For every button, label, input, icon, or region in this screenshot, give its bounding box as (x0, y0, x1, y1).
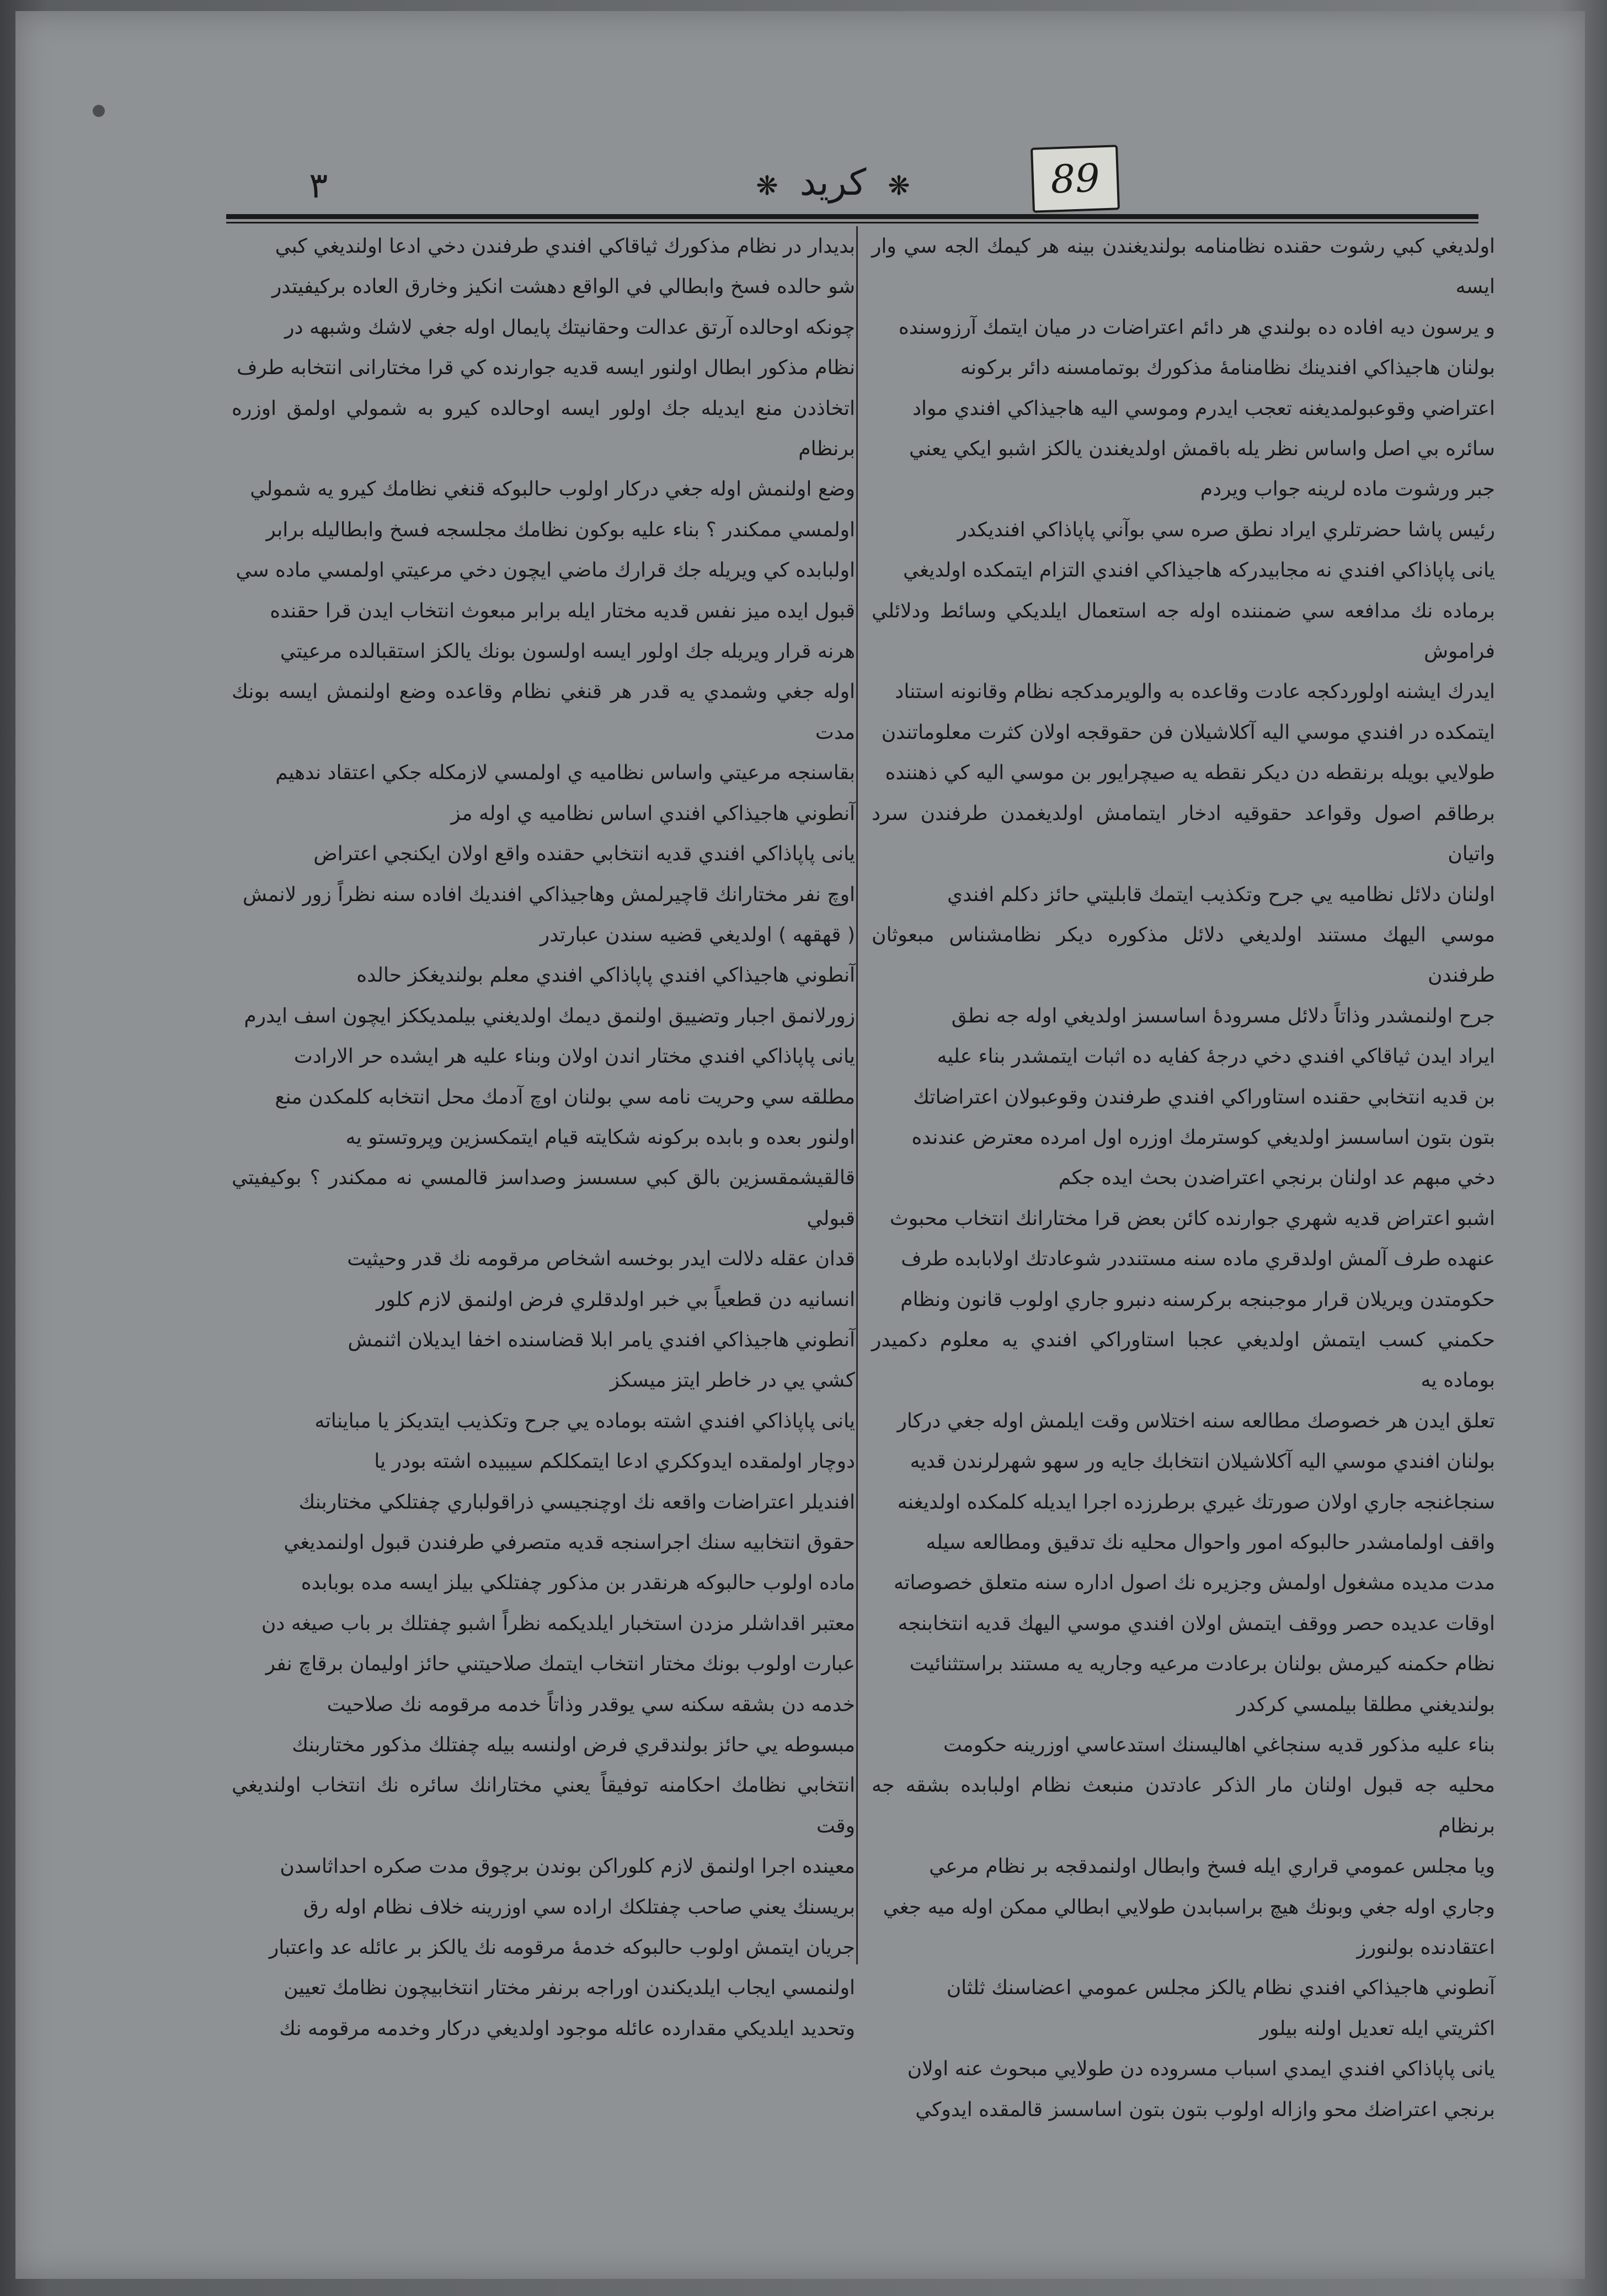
text-line: تعلق ايدن هر خصوصك مطالعه سنه اختلاس وقت ايلمش اوله جغي دركار (897, 1409, 1495, 1432)
header-rule (226, 214, 1478, 219)
text-line: يانی پاپاذاكي افندي مختار اندن اولان وبناء عليه هر ايشده حر الارادت (293, 1045, 855, 1068)
text-line: طولايي بويله برنقطه دن ديكر نقطه يه صيچرايور بن موسي اليه كي ذهننده (885, 761, 1495, 785)
text-line: آنطوني هاجيذاكي افندي يامر ابلا قضاسنده اخفا ايديلان اثنمش (348, 1328, 855, 1351)
text-line: وضع اولنمش اوله جغي دركار اولوب حالبوكه قنغي نظامك كيرو يه شمولي (250, 478, 855, 501)
text-line: بناء عليه مذكور قديه سنجاغي اهاليسنك استدعاسي اوزرينه حكومت (943, 1734, 1495, 1757)
text-line: ايدرك ايشنه اولوردكجه عادت وقاعده به والويرمدكجه نظام وقانونه استناد (895, 680, 1495, 704)
text-line: وتحديد ايلديكي مقدارده عائله موجود اولديغي دركار وخدمه مرقومه نك (279, 2017, 855, 2040)
text-line: بولنديغني مطلقا بيلمسي كركدر (1237, 1693, 1495, 1716)
text-line: برماده نك مدافعه سي ضمننده اوله جه استعمال ايلديكي وسائط ودلائلي فراموش (872, 599, 1495, 663)
text-line: جرح اولنمشدر وذاتاً دلائل مسرودهٔ اساسسز اولديغي اوله جه نطق (951, 1004, 1495, 1027)
text-line: برطاقم اصول وقواعد حقوقيه ادخار ايتمامش اولديغمدن طرفندن سرد واتيان (872, 802, 1495, 866)
masthead (695, 161, 971, 204)
text-line: بتون بتون اساسسز اولديغي كوسترمك اوزره اول امرده معترض عندنده (911, 1126, 1495, 1149)
text-line: قدان عقله دلالت ايدر بوخسه اشخاص مرقومه نك قدر وحيثيت (347, 1248, 855, 1271)
text-line: اولبابده كي ويريله جك قرارك ماضي ايچون دخي مرعيتي اولمسي ماده سي (236, 559, 855, 582)
masthead-title: كريد (799, 161, 867, 204)
text-line: اوله جغي وشمدي يه قدر هر قنغي نظام وقاعده وضع اولنمش ايسه بونك مدت (232, 680, 855, 744)
text-line: مدت مديده مشغول اولمش وجزيره نك اصول اداره سنه متعلق خصوصاته (894, 1571, 1495, 1595)
text-line: عنهده طرف آلمش اولدقري ماده سنه مستنددر شوعادتك اولابابده طرف (901, 1248, 1495, 1271)
text-line: آنطوني هاجيذاكي افندي اساس نظاميه ي اوله مز (451, 802, 855, 825)
text-line: كشي يي در خاطر ايتز ميسكز (610, 1369, 855, 1392)
ink-spot (93, 105, 105, 117)
text-line: معينده اجرا اولنمق لازم كلوراكن بوندن برچوق مدت صكره احداثاسدن (280, 1855, 855, 1878)
text-line: آنطوني هاجيذاكي افندي نظام يالكز مجلس عمومي اعضاسنك ثلثان (946, 1977, 1495, 2000)
text-line: اوقات عديده حصر ووقف ايتمش اولان افندي موسي اليهك قديه انتخابنجه (898, 1612, 1495, 1635)
text-line: عبارت اولوب بونك مختار انتخاب ايتمك صلاحيتني حائز اوليمان برقاچ نفر (265, 1653, 855, 1676)
text-line: اولنان دلائل نظاميه يي جرح وتكذيب ايتمك قابليتي حائز دكلم افندي (947, 883, 1495, 906)
text-line: هرنه قرار ويريله جك اولور ايسه اولسون بونك يالكز استقبالده مرعيتي (280, 640, 855, 663)
text-line: ماده اولوب حالبوكه هرنقدر بن مذكور چفتلكي بيلز ايسه مده بوبابده (301, 1571, 855, 1595)
text-line: اكثريتي ايله تعديل اولنه بيلور (1259, 2017, 1495, 2040)
text-line: قبول ايده ميز نفس قديه مختار ايله برابر مبعوث انتخاب ايدن قرا حقنده (270, 599, 855, 622)
text-line: برنجي اعتراضك محو وازاله اولوب بتون بتون اساسسز قالمقده ايدوكي (915, 2098, 1495, 2121)
text-line: رئيس پاشا حضرتلري ايراد نطق صره سي بوآني پاپاذاكي افنديكدر (957, 518, 1495, 541)
text-line: اولمسي ممكندر ؟ بناء عليه بوكون نظامك مجلسجه فسخ وابطاليله برابر (266, 518, 855, 541)
text-line: زورلانمق اجبار وتضييق اولنمق ديمك اولديغني بيلمديككز ايچون اسف ايدرم (244, 1004, 855, 1027)
text-line: جبر ورشوت ماده لرينه جواب ويردم (1200, 478, 1495, 501)
column-right (872, 226, 1495, 2121)
text-line: اشبو اعتراض قديه شهري جوارنده كائن بعض قرا مختارانك انتخاب محبوث (889, 1207, 1495, 1230)
text-line: بولنان افندي موسي اليه آكلاشيلان انتخابك جايه ور سهو شهرلرندن قديه (910, 1450, 1495, 1473)
text-line: بريسنك يعني صاحب چفتلكك اراده سي اوزرينه خلاف نظام اوله رق (303, 1895, 855, 1919)
text-line: محليه جه قبول اولنان مار الذكر عادتدن منبعث نظام اولبابده بشقه جه برنظام (872, 1774, 1495, 1837)
text-line: افنديلر اعتراضات واقعه نك اوچنجيسي ذراقولباري چفتلكي مختاربنك (298, 1490, 855, 1514)
text-line: ويا مجلس عمومي قراري ايله فسخ وابطال اولنمدقجه بر نظام مرعي (929, 1855, 1495, 1878)
text-line: حكومتدن ويريلان قرار موجبنجه بركرسنه دنبرو جاري اولوب قانون ونظام (900, 1288, 1495, 1311)
text-line: جريان ايتمش اولوب حالبوكه خدمهٔ مرقومه نك يالكز بر عائله عد واعتبار (269, 1936, 855, 1959)
text-line: معتبر اقداشلر مزدن استخبار ايلديكمه نظراً اشبو چفتلك بر باب صيغه دن (261, 1612, 855, 1635)
text-line: دوچار اولمقده ايدوككري ادعا ايتمكلكم سيبيده اشته بودر يا (374, 1450, 855, 1473)
text-line: موسي اليهك مستند اولديغي دلائل مذكوره ديكر نظامشناس مبعوثان طرفندن (872, 923, 1495, 987)
text-line: سنجاغنجه جاري اولان صورتك غيري برطرزده اجرا ايديله كلمكده اولديغنه (897, 1490, 1495, 1514)
page-number: ٣ (309, 166, 328, 206)
text-line: حكمني كسب ايتمش اولديغي عجبا استاوراكي افندي يه معلوم دكميدر بوماده يه (872, 1328, 1495, 1392)
ornament-icon: ❋ (888, 171, 910, 201)
text-line: دخي مبهم عد اولنان برنجي اعتراضدن بحث ايده جكم (1058, 1166, 1495, 1190)
text-line: اعتراضي وقوعبولمديغنه تعجب ايدرم وموسي اليه هاجيذاكي افندي مواد (912, 397, 1495, 420)
text-line: وجاري اوله جغي وبونك هيچ براسبابدن طولايي ابطالي ممكن اوله ميه جغي (883, 1895, 1495, 1919)
text-line: يانی پاپاذاكي افندي اشته بوماده يي جرح وتكذيب ايتديكز يا مبايناته (314, 1409, 855, 1432)
text-line: سائره بي اصل واساس نظر يله باقمش اولديغندن يالكز اشبو ايكي يعني (909, 438, 1495, 461)
text-line: انتخابي نظامك احكامنه توفيقاً يعني مختارانك سائره نك انتخاب اولنديغي وقت (232, 1774, 855, 1837)
handwritten-folio: 89 (1031, 145, 1120, 212)
text-line: و يرسون ديه افاده ده بولندي هر دائم اعتراضات در ميان ايتمك آرزوسنده (898, 316, 1495, 339)
text-line: مبسوطه يي حائز بولندقري فرض اولنسه بيله چفتلك مذكور مختاربنك (292, 1734, 855, 1757)
text-line: مطلقه سي وحريت نامه سي بولنان اوچ آدمك محل انتخابه كلمكدن منع (275, 1085, 855, 1109)
header-rule-thin (226, 222, 1478, 223)
text-line: يانی پاپاذاكي افندي ايمدي اسباب مسروده دن طولايي مبحوث عنه اولان (907, 2058, 1495, 2081)
column-divider (856, 226, 858, 1964)
text-line: ايتمكده در افندي موسي اليه آكلاشيلان فن حقوقجه اولان كثرت معلوماتندن (881, 721, 1495, 744)
text-line: اوچ نفر مختارانك قاچيرلمش وهاجيذاكي افنديك افاده سنه نظراً زور لانمش (242, 883, 855, 906)
text-line: اولديغي كبي رشوت حقنده نظامنامه بولنديغندن بينه هر كيمك الجه سي وار ايسه (872, 235, 1495, 299)
text-line: قالقيشمقسزين بالق كبي سسسز وصداسز قالمسي نه ممكندر ؟ بوكيفيتي قبولي (232, 1166, 855, 1230)
ornament-icon: ❋ (756, 171, 778, 201)
text-line: خدمه دن بشقه سكنه سي يوقدر وذاتاً خدمه مرقومه نك صلاحيت (327, 1693, 855, 1716)
text-line: ( قهقهه ) اولديغي قضيه سندن عبارتدر (540, 923, 855, 946)
text-line: اولنمسي ايجاب ايلديكندن اوراجه برنفر مختار انتخابيچون نظامك تعيين (284, 1977, 855, 2000)
text-line: انسانيه دن قطعياً بي خبر اولدقلري فرض اولنمق لازم كلور (376, 1288, 855, 1311)
text-line: اتخاذدن منع ايديله جك اولور ايسه اوحالده كيرو به شمولي اولمق اوزره برنظام (232, 397, 855, 461)
text-line: شو حالده فسخ وابطالي في الواقع دهشت انكيز وخارق العاده بركيفيتدر (271, 275, 855, 299)
text-line: بن قديه انتخابي حقنده استاوراكي افندي طرفندن وقوعبولان اعتراضاتك (913, 1085, 1495, 1109)
text-line: آنطوني هاجيذاكي افندي پاپاذاكي افندي معلم بولنديغكز حالده (356, 964, 855, 987)
text-line: ايراد ايدن ثياقاكي افندي دخي درجهٔ كفايه ده اثبات ايتمشدر بناء عليه (937, 1045, 1495, 1068)
text-line: يانی پاپاذاكي افندي نه مجابيدركه هاجيذاكي افندي التزام ايتمكده اولديغي (903, 559, 1495, 582)
text-line: نظام مذكور ابطال اولنور ايسه قديه جوارنده كي قرا مختارانى انتخابه طرف (237, 356, 855, 380)
text-line: بقاسنجه مرعيتي واساس نظاميه ي اولمسي لازمكله جكي اعتقاد ندهيم (275, 761, 855, 785)
text-line: بديدار در نظام مذكورك ثياقاكي افندي طرفندن دخي ادعا اولنديغي كبي (275, 235, 855, 258)
text-line: بولنان هاجيذاكي افندينك نظامنامهٔ مذكورك بوتمامسنه دائر بركونه (960, 356, 1495, 380)
text-line: حقوق انتخابيه سنك اجراسنجه قديه متصرفي طرفندن قبول اولنمديغي (284, 1531, 855, 1554)
text-line: چونكه اوحالده آرتق عدالت وحقانيتك پايمال اوله جغي لاشك وشبهه در (285, 316, 855, 339)
text-line: نظام حكمنه كيرمش بولنان برعادت مرعيه وجاريه يه مستند براستثنائيت (909, 1653, 1495, 1676)
column-left (232, 226, 855, 2040)
text-line: واقف اولمامشدر حالبوكه امور واحوال محليه نك تدقيق ومطالعه سيله (926, 1531, 1495, 1554)
text-line: يانی پاپاذاكي افندي قديه انتخابي حقنده واقع اولان ايكنجي اعتراض (313, 843, 855, 866)
text-line: اولنور بعده و بابده بركونه شكايته قيام ايتمكسزين وپروتستو يه (345, 1126, 855, 1149)
text-line: اعتقادنده بولنورز (1357, 1936, 1495, 1959)
